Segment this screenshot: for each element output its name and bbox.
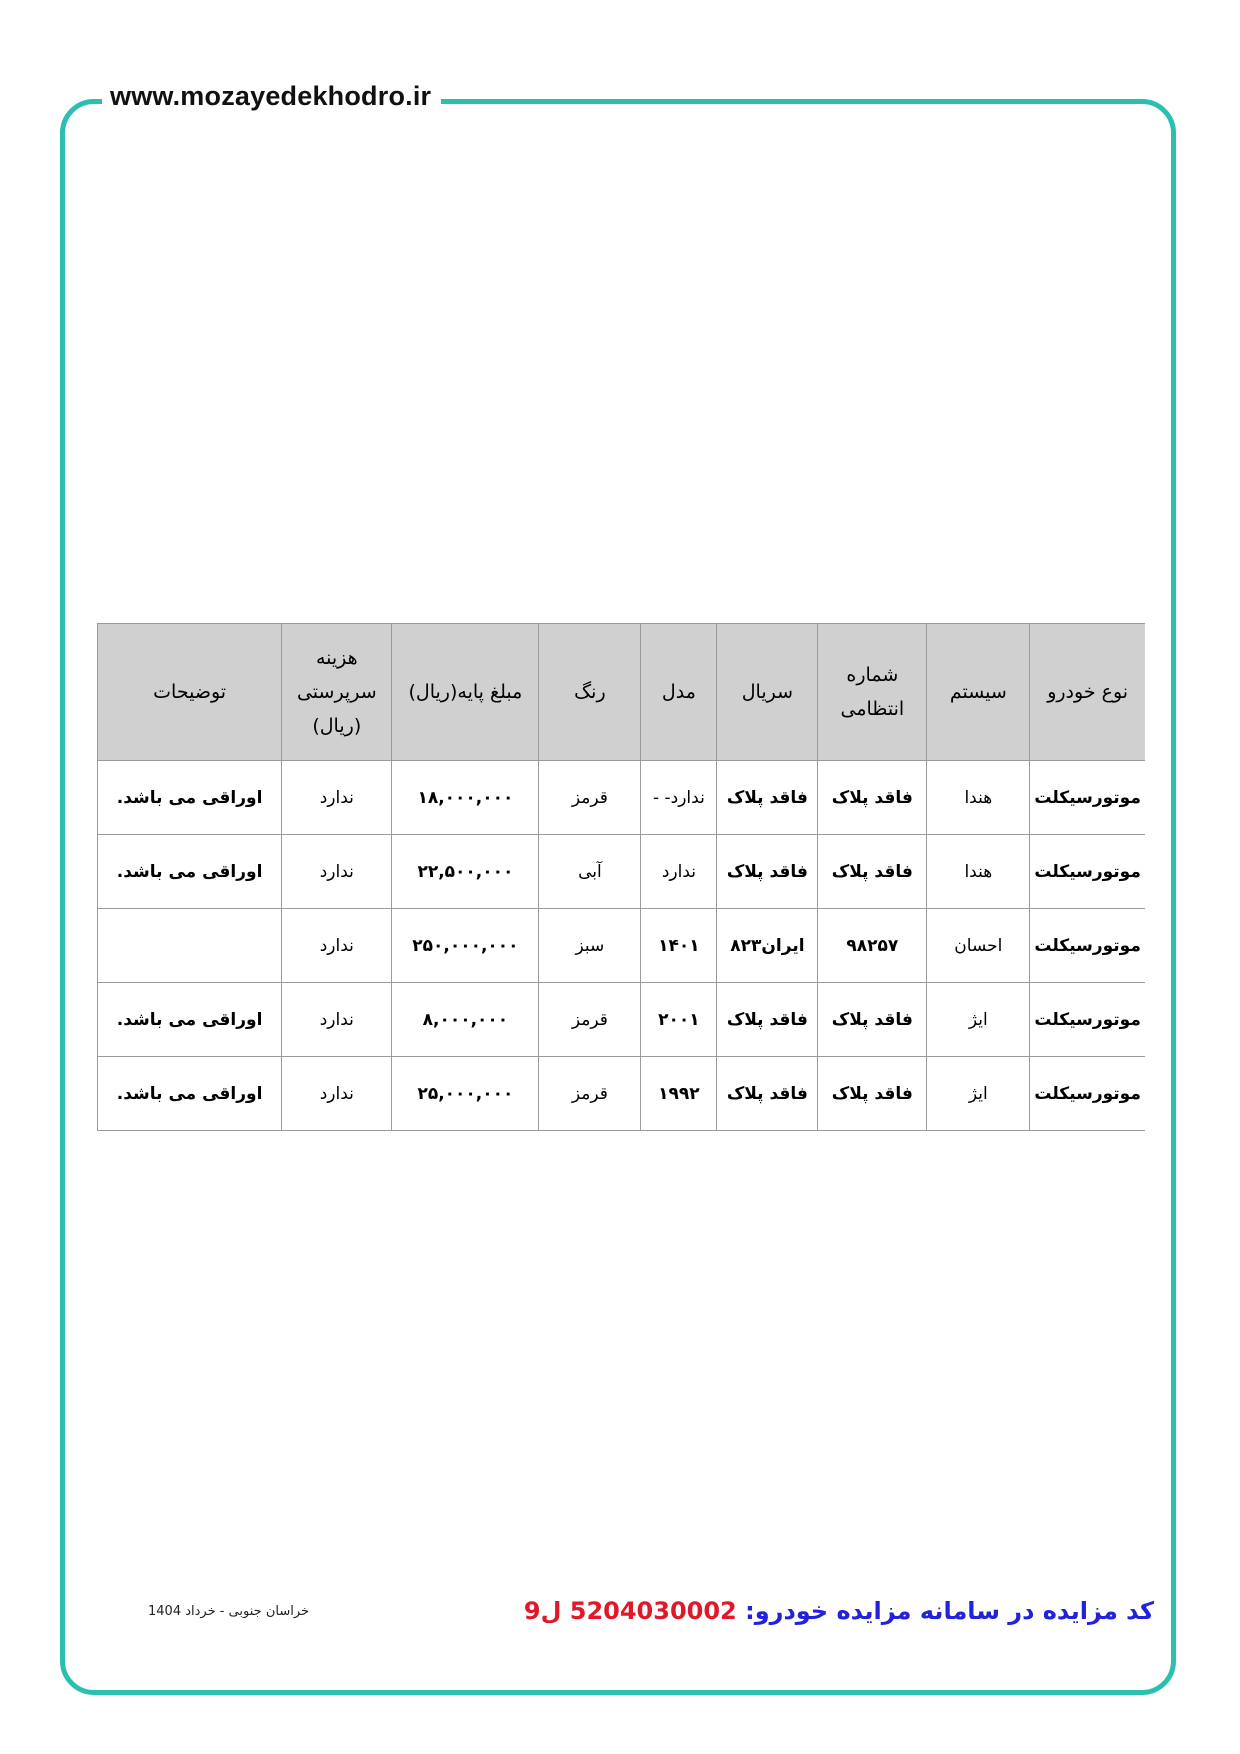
site-url[interactable]: www.mozayedekhodro.ir: [102, 78, 441, 114]
cell-base-price: ۲۵۰,۰۰۰,۰۰۰: [392, 909, 539, 983]
cell-plate-number: فاقد پلاک: [818, 1057, 927, 1131]
cell-vehicle-type: موتورسیکلت: [1030, 761, 1145, 835]
table-header-row: [98, 624, 1146, 761]
cell-description: اوراقی می باشد.: [98, 835, 282, 909]
cell-color: قرمز: [539, 1057, 641, 1131]
cell-serial: ایران۸۲۳: [717, 909, 818, 983]
cell-model: ندارد- -: [641, 761, 717, 835]
table-row: [98, 1057, 1146, 1131]
cell-system: ایژ: [927, 1057, 1030, 1131]
cell-base-price: ۲۵,۰۰۰,۰۰۰: [392, 1057, 539, 1131]
header-color: رنگ: [539, 624, 641, 761]
cell-custody-fee: ندارد: [282, 761, 392, 835]
cell-description: [98, 909, 282, 983]
cell-custody-fee: ندارد: [282, 835, 392, 909]
cell-base-price: ۲۲,۵۰۰,۰۰۰: [392, 835, 539, 909]
cell-system: احسان: [927, 909, 1030, 983]
table-row: [98, 761, 1146, 835]
cell-plate-number: ۹۸۲۵۷: [818, 909, 927, 983]
auction-table: [97, 623, 1145, 1131]
header-model: مدل: [641, 624, 717, 761]
auction-code: 5204030002 ل9: [523, 1597, 737, 1625]
cell-description: اوراقی می باشد.: [98, 983, 282, 1057]
cell-custody-fee: ندارد: [282, 983, 392, 1057]
cell-color: قرمز: [539, 983, 641, 1057]
header-custody-fee: هزینه سرپرستی (ریال): [282, 624, 392, 761]
cell-vehicle-type: موتورسیکلت: [1030, 1057, 1145, 1131]
cell-system: هندا: [927, 835, 1030, 909]
auction-code-line: [524, 1597, 1154, 1625]
cell-model: ۱۹۹۲: [641, 1057, 717, 1131]
table-row: [98, 835, 1146, 909]
header-system: سیستم: [927, 624, 1030, 761]
footer-region-date: خراسان جنوبی - خرداد 1404: [148, 1604, 310, 1619]
cell-model: ۱۴۰۱: [641, 909, 717, 983]
cell-vehicle-type: موتورسیکلت: [1030, 835, 1145, 909]
cell-custody-fee: ندارد: [282, 1057, 392, 1131]
cell-serial: فاقد پلاک: [717, 835, 818, 909]
cell-color: سبز: [539, 909, 641, 983]
cell-serial: فاقد پلاک: [717, 761, 818, 835]
cell-system: ایژ: [927, 983, 1030, 1057]
cell-base-price: ۸,۰۰۰,۰۰۰: [392, 983, 539, 1057]
cell-description: اوراقی می باشد.: [98, 1057, 282, 1131]
cell-serial: فاقد پلاک: [717, 983, 818, 1057]
cell-model: ۲۰۰۱: [641, 983, 717, 1057]
header-serial: سریال: [717, 624, 818, 761]
cell-plate-number: فاقد پلاک: [818, 983, 927, 1057]
cell-custody-fee: ندارد: [282, 909, 392, 983]
table-row: [98, 983, 1146, 1057]
cell-serial: فاقد پلاک: [717, 1057, 818, 1131]
cell-plate-number: فاقد پلاک: [818, 761, 927, 835]
cell-plate-number: فاقد پلاک: [818, 835, 927, 909]
cell-color: آبی: [539, 835, 641, 909]
cell-color: قرمز: [539, 761, 641, 835]
auction-code-label: کد مزایده در سامانه مزایده خودرو:: [745, 1597, 1154, 1625]
header-base-price: مبلغ پایه(ریال): [392, 624, 539, 761]
header-plate-number: شماره انتظامی: [818, 624, 927, 761]
header-description: توضیحات: [98, 624, 282, 761]
cell-vehicle-type: موتورسیکلت: [1030, 983, 1145, 1057]
table-row: [98, 909, 1146, 983]
cell-vehicle-type: موتورسیکلت: [1030, 909, 1145, 983]
cell-system: هندا: [927, 761, 1030, 835]
cell-base-price: ۱۸,۰۰۰,۰۰۰: [392, 761, 539, 835]
cell-description: اوراقی می باشد.: [98, 761, 282, 835]
header-vehicle-type: نوع خودرو: [1030, 624, 1145, 761]
cell-model: ندارد: [641, 835, 717, 909]
